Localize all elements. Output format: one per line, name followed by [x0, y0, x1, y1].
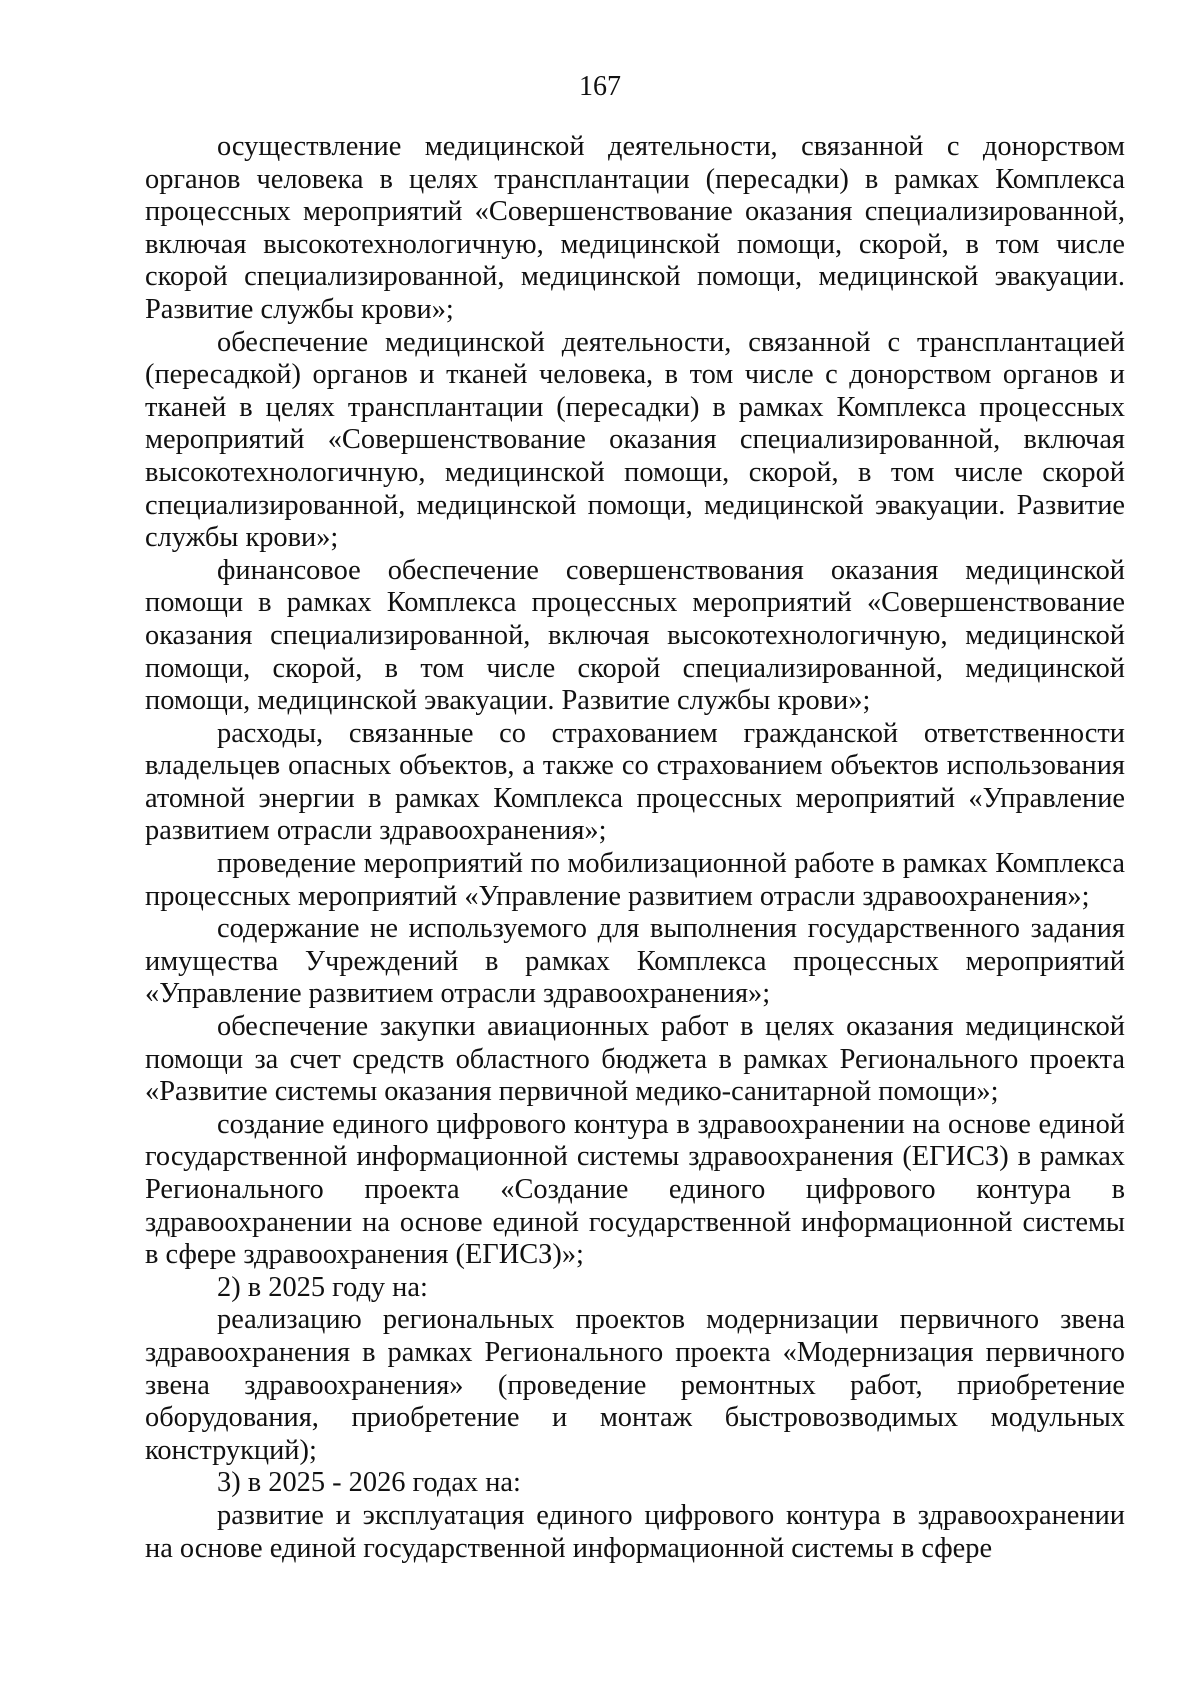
document-body: [145, 131, 1125, 1565]
paragraph-digital-contour: создание единого цифрового контура в здравоохранении на основе единой государственной информационной системы здравоохранения (ЕГИСЗ) в рамках Регионального проекта «Создание единого цифрового контура в здравоохранении на основе единой государственной информационной системы в сфере здравоохранения (ЕГИСЗ)»;: [145, 1108, 1125, 1271]
paragraph-liability-insurance: расходы, связанные со страхованием гражданской ответственности владельцев опасных объектов, а также со страхованием объектов использования атомной энергии в рамках Комплекса процессных мероприятий «Управление развитием отрасли здравоохранения»;: [145, 717, 1125, 847]
paragraph-aviation-works: обеспечение закупки авиационных работ в целях оказания медицинской помощи за счет средств областного бюджета в рамках Регионального проекта «Развитие системы оказания первичной медико-санитарной помощи»;: [145, 1011, 1125, 1108]
paragraph-year-2025-heading: 2) в 2025 году на:: [217, 1271, 428, 1303]
paragraph-digital-contour-operation: развитие и эксплуатация единого цифрового контура в здравоохранении на основе единой государственной информационной системы в сфере: [145, 1499, 1125, 1564]
paragraph-primary-care-modernization: реализацию региональных проектов модернизации первичного звена здравоохранения в рамках Регионального проекта «Модернизация первичного звена здравоохранения» (проведение ремонтных работ, приобретение оборудования, приобретение и монтаж быстровозводимых модульных конструкций);: [145, 1304, 1125, 1466]
paragraph-mobilization: проведение мероприятий по мобилизационной работе в рамках Комплекса процессных мероприятий «Управление развитием отрасли здравоохранения»;: [145, 848, 1125, 912]
paragraph-transplant-support: обеспечение медицинской деятельности, связанной с трансплантацией (пересадкой) органов и тканей человека, в том числе с донорством органов и тканей в целях трансплантации (пересадки) в рамках Комплекса процессных мероприятий «Совершенствование оказания специализированной, включая высокотехнологичную, медицинской помощи, скорой, в том числе скорой специализированной, медицинской помощи, медицинской эвакуации. Развитие службы крови»;: [145, 326, 1125, 554]
paragraph-years-2025-2026-heading: 3) в 2025 - 2026 годах на:: [217, 1467, 521, 1499]
paragraph-unused-property: содержание не используемого для выполнения государственного задания имущества Учреждений в рамках Комплекса процессных мероприятий «Управление развитием отрасли здравоохранения»;: [145, 913, 1125, 1010]
paragraph-financial-support: финансовое обеспечение совершенствования оказания медицинской помощи в рамках Комплекса процессных мероприятий «Совершенствование оказания специализированной, включая высокотехнологичную, медицинской помощи, скорой, в том числе скорой специализированной, медицинской помощи, медицинской эвакуации. Развитие службы крови»;: [145, 554, 1125, 717]
page-number: 167: [579, 71, 621, 102]
paragraph-donor-organs: осуществление медицинской деятельности, связанной с донорством органов человека в целях трансплантации (пересадки) в рамках Комплекса процессных мероприятий «Совершенствование оказания специализированной, включая высокотехнологичную, медицинской помощи, скорой, в том числе скорой специализированной, медицинской помощи, медицинской эвакуации. Развитие службы крови»;: [145, 131, 1125, 325]
